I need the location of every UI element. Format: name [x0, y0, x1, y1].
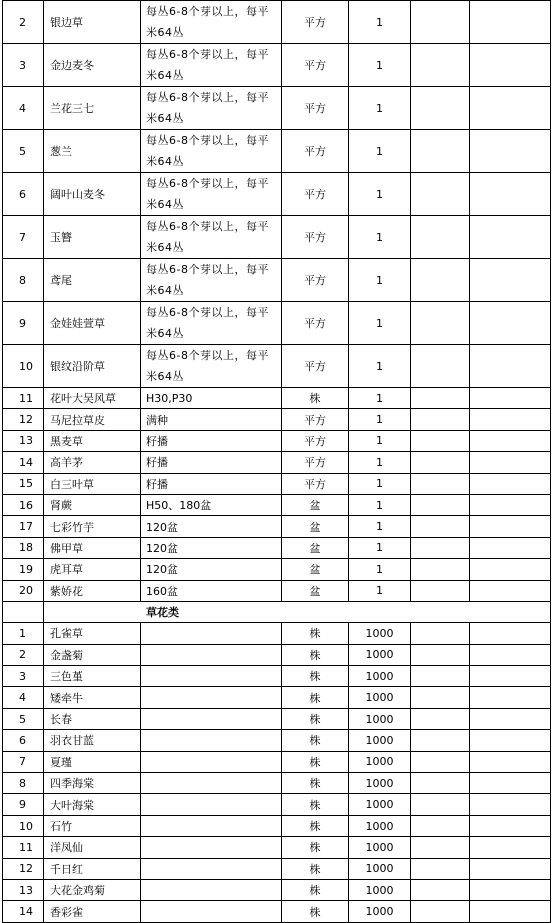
cell-no: 6	[3, 173, 44, 216]
cell-name: 银纹沿阶草	[44, 345, 141, 388]
cell-empty	[411, 687, 470, 708]
cell-no: 13	[3, 879, 44, 900]
cell-empty	[411, 494, 470, 515]
cell-unit: 平方	[282, 173, 349, 216]
cell-empty	[470, 687, 551, 708]
cell-empty	[470, 345, 551, 388]
cell-spec: 每丛6-8个芽以上，每平米64丛	[141, 130, 282, 173]
table-row	[3, 452, 551, 473]
cell-name: 阔叶山麦冬	[44, 173, 141, 216]
cell-empty	[411, 516, 470, 537]
section-row	[3, 601, 551, 622]
cell-qty: 1000	[349, 837, 411, 858]
cell-qty: 1	[349, 537, 411, 558]
cell-name: 夏瑾	[44, 751, 141, 772]
cell-name: 长春	[44, 708, 141, 729]
cell-spec: 满种	[141, 409, 282, 430]
cell-unit: 平方	[282, 345, 349, 388]
cell-no: 1	[3, 623, 44, 644]
cell-qty: 1000	[349, 794, 411, 815]
cell-no: 6	[3, 730, 44, 751]
cell-empty	[411, 901, 470, 922]
cell-name: 虎耳草	[44, 559, 141, 580]
cell-spec	[141, 901, 282, 922]
cell-empty	[411, 345, 470, 388]
cell-name: 石竹	[44, 815, 141, 836]
cell-no: 5	[3, 708, 44, 729]
cell-no: 9	[3, 794, 44, 815]
cell-name: 三色堇	[44, 666, 141, 687]
cell-empty	[411, 730, 470, 751]
cell-unit: 株	[282, 858, 349, 879]
cell-empty	[411, 216, 470, 259]
cell-qty: 1000	[349, 815, 411, 836]
cell-unit: 株	[282, 837, 349, 858]
table-row	[3, 794, 551, 815]
cell-spec	[141, 623, 282, 644]
cell-unit: 平方	[282, 452, 349, 473]
cell-empty	[411, 430, 470, 451]
cell-name: 紫娇花	[44, 580, 141, 601]
table-row	[3, 751, 551, 772]
cell-empty	[411, 858, 470, 879]
cell-spec	[141, 687, 282, 708]
cell-empty	[411, 708, 470, 729]
cell-spec: 160盆	[141, 580, 282, 601]
cell-empty	[411, 537, 470, 558]
cell-empty	[470, 452, 551, 473]
cell-empty	[411, 559, 470, 580]
cell-no: 3	[3, 44, 44, 87]
cell-spec: 籽播	[141, 430, 282, 451]
cell-unit: 株	[282, 901, 349, 922]
cell-qty: 1	[349, 559, 411, 580]
cell-no: 19	[3, 559, 44, 580]
cell-empty	[470, 773, 551, 794]
cell-empty	[470, 130, 551, 173]
cell-name: 大花金鸡菊	[44, 879, 141, 900]
cell-spec: 每丛6-8个芽以上，每平米64丛	[141, 44, 282, 87]
table-row	[3, 623, 551, 644]
cell-spec	[141, 794, 282, 815]
cell-empty	[470, 516, 551, 537]
cell-qty: 1	[349, 494, 411, 515]
cell-no: 17	[3, 516, 44, 537]
cell-qty: 1	[349, 452, 411, 473]
cell-empty	[470, 388, 551, 409]
cell-unit: 平方	[282, 216, 349, 259]
cell-no: 15	[3, 473, 44, 494]
cell-qty: 1	[349, 130, 411, 173]
cell-spec	[141, 644, 282, 665]
cell-name: 鸢尾	[44, 259, 141, 302]
cell-no: 14	[3, 901, 44, 922]
cell-no: 13	[3, 430, 44, 451]
cell-empty	[470, 708, 551, 729]
table-row	[3, 44, 551, 87]
table-row	[3, 559, 551, 580]
cell-no: 11	[3, 388, 44, 409]
cell-empty	[411, 302, 470, 345]
cell-name: 佛甲草	[44, 537, 141, 558]
cell-qty: 1	[349, 388, 411, 409]
cell-name: 千日红	[44, 858, 141, 879]
cell-name: 花叶大吴风草	[44, 388, 141, 409]
table-row	[3, 537, 551, 558]
cell-empty	[470, 794, 551, 815]
cell-no: 10	[3, 345, 44, 388]
cell-spec: 籽播	[141, 452, 282, 473]
cell-empty	[411, 644, 470, 665]
cell-qty: 1	[349, 409, 411, 430]
table-row	[3, 666, 551, 687]
cell-name: 洋凤仙	[44, 837, 141, 858]
cell-no: 7	[3, 751, 44, 772]
table-row	[3, 644, 551, 665]
cell-empty	[411, 1, 470, 44]
cell-qty: 1000	[349, 879, 411, 900]
cell-empty	[470, 580, 551, 601]
cell-empty	[470, 1, 551, 44]
cell-unit: 平方	[282, 302, 349, 345]
cell-qty: 1000	[349, 687, 411, 708]
cell-no: 2	[3, 644, 44, 665]
cell-no: 18	[3, 537, 44, 558]
cell-qty: 1	[349, 345, 411, 388]
cell-empty	[411, 837, 470, 858]
cell-name: 银边草	[44, 1, 141, 44]
cell-unit: 株	[282, 708, 349, 729]
cell-no: 10	[3, 815, 44, 836]
cell-spec: 每丛6-8个芽以上，每平米64丛	[141, 345, 282, 388]
cell-qty: 1	[349, 302, 411, 345]
table-row	[3, 388, 551, 409]
plant-inventory-table	[2, 0, 551, 923]
cell-unit: 平方	[282, 409, 349, 430]
cell-qty: 1	[349, 430, 411, 451]
cell-qty: 1	[349, 580, 411, 601]
cell-empty	[411, 623, 470, 644]
cell-empty	[411, 666, 470, 687]
table-body	[3, 1, 551, 923]
cell-name: 七彩竹芋	[44, 516, 141, 537]
cell-no: 14	[3, 452, 44, 473]
table-row	[3, 1, 551, 44]
cell-qty: 1000	[349, 644, 411, 665]
table-row	[3, 473, 551, 494]
cell-spec: H30,P30	[141, 388, 282, 409]
cell-spec	[141, 666, 282, 687]
table-row	[3, 858, 551, 879]
cell-spec	[141, 708, 282, 729]
cell-name: 兰花三七	[44, 87, 141, 130]
cell-spec: 每丛6-8个芽以上，每平米64丛	[141, 259, 282, 302]
table-row	[3, 773, 551, 794]
cell-unit: 株	[282, 623, 349, 644]
table-row	[3, 516, 551, 537]
table-row	[3, 687, 551, 708]
cell-empty	[470, 751, 551, 772]
cell-name: 玉簪	[44, 216, 141, 259]
cell-unit: 平方	[282, 130, 349, 173]
cell-unit: 株	[282, 644, 349, 665]
cell-empty	[411, 259, 470, 302]
table-row	[3, 173, 551, 216]
cell-empty	[411, 409, 470, 430]
table-row	[3, 879, 551, 900]
cell-qty: 1	[349, 44, 411, 87]
cell-empty	[470, 623, 551, 644]
cell-spec: 每丛6-8个芽以上，每平米64丛	[141, 302, 282, 345]
cell-name: 羽衣甘蓝	[44, 730, 141, 751]
cell-name: 葱兰	[44, 130, 141, 173]
cell-no: 8	[3, 259, 44, 302]
cell-qty: 1	[349, 87, 411, 130]
cell-spec	[141, 837, 282, 858]
table-row	[3, 409, 551, 430]
cell-name: 金边麦冬	[44, 44, 141, 87]
cell-spec	[141, 751, 282, 772]
cell-unit: 盆	[282, 494, 349, 515]
table-row	[3, 430, 551, 451]
cell-spec: 每丛6-8个芽以上，每平米64丛	[141, 216, 282, 259]
cell-qty: 1000	[349, 623, 411, 644]
cell-unit: 株	[282, 666, 349, 687]
cell-name: 四季海棠	[44, 773, 141, 794]
section-title: 草花类	[44, 601, 551, 622]
cell-no: 4	[3, 87, 44, 130]
cell-empty	[470, 901, 551, 922]
cell-qty: 1	[349, 259, 411, 302]
cell-empty	[470, 537, 551, 558]
cell-empty	[411, 388, 470, 409]
cell-empty	[411, 173, 470, 216]
cell-name: 肾蕨	[44, 494, 141, 515]
cell-empty	[411, 815, 470, 836]
cell-spec: 每丛6-8个芽以上，每平米64丛	[141, 1, 282, 44]
cell-empty	[470, 559, 551, 580]
cell-empty	[470, 409, 551, 430]
cell-empty	[411, 879, 470, 900]
cell-unit: 平方	[282, 1, 349, 44]
cell-empty	[470, 730, 551, 751]
cell-empty	[470, 259, 551, 302]
cell-qty: 1000	[349, 730, 411, 751]
cell-unit: 株	[282, 687, 349, 708]
cell-empty	[411, 130, 470, 173]
table-row	[3, 302, 551, 345]
cell-empty	[470, 44, 551, 87]
cell-spec	[141, 879, 282, 900]
cell-empty	[411, 580, 470, 601]
cell-qty: 1	[349, 516, 411, 537]
cell-spec	[141, 815, 282, 836]
cell-name: 金娃娃萱草	[44, 302, 141, 345]
cell-empty	[470, 173, 551, 216]
cell-empty	[470, 430, 551, 451]
cell-unit: 平方	[282, 259, 349, 302]
cell-unit: 株	[282, 794, 349, 815]
table-row	[3, 494, 551, 515]
cell-empty	[470, 87, 551, 130]
cell-no: 3	[3, 666, 44, 687]
cell-no: 5	[3, 130, 44, 173]
cell-unit: 株	[282, 879, 349, 900]
cell-spec: 120盆	[141, 559, 282, 580]
cell-name: 白三叶草	[44, 473, 141, 494]
cell-empty	[411, 452, 470, 473]
table-row	[3, 345, 551, 388]
cell-qty: 1	[349, 216, 411, 259]
cell-spec: H50、180盆	[141, 494, 282, 515]
cell-no: 12	[3, 858, 44, 879]
cell-empty	[470, 644, 551, 665]
cell-qty: 1000	[349, 666, 411, 687]
cell-spec: 120盆	[141, 537, 282, 558]
cell-unit: 盆	[282, 580, 349, 601]
cell-empty	[411, 473, 470, 494]
cell-empty	[411, 44, 470, 87]
cell-empty	[411, 751, 470, 772]
cell-empty	[470, 666, 551, 687]
cell-qty: 1000	[349, 773, 411, 794]
cell-name: 金盏菊	[44, 644, 141, 665]
table-row	[3, 130, 551, 173]
cell-no: 4	[3, 687, 44, 708]
cell-name: 孔雀草	[44, 623, 141, 644]
cell-qty: 1000	[349, 901, 411, 922]
cell-empty	[470, 473, 551, 494]
cell-qty: 1000	[349, 708, 411, 729]
cell-spec	[141, 858, 282, 879]
table-row	[3, 87, 551, 130]
cell-empty	[470, 494, 551, 515]
cell-spec: 120盆	[141, 516, 282, 537]
cell-no: 9	[3, 302, 44, 345]
cell-name: 香彩雀	[44, 901, 141, 922]
cell-spec: 籽播	[141, 473, 282, 494]
cell-name: 黑麦草	[44, 430, 141, 451]
cell-qty: 1	[349, 173, 411, 216]
table-row	[3, 815, 551, 836]
cell-spec: 每丛6-8个芽以上，每平米64丛	[141, 173, 282, 216]
table-row	[3, 216, 551, 259]
cell-empty	[411, 87, 470, 130]
cell-unit: 平方	[282, 473, 349, 494]
cell-no: 20	[3, 580, 44, 601]
cell-name: 矮牵牛	[44, 687, 141, 708]
cell-unit: 株	[282, 751, 349, 772]
cell-unit: 盆	[282, 516, 349, 537]
cell-unit: 平方	[282, 44, 349, 87]
table-row	[3, 730, 551, 751]
cell-empty	[470, 879, 551, 900]
cell-qty: 1000	[349, 858, 411, 879]
cell-empty	[470, 815, 551, 836]
cell-unit: 株	[282, 773, 349, 794]
table-row	[3, 837, 551, 858]
cell-unit: 平方	[282, 87, 349, 130]
cell-empty	[411, 794, 470, 815]
cell-name: 大叶海棠	[44, 794, 141, 815]
cell-spec: 每丛6-8个芽以上，每平米64丛	[141, 87, 282, 130]
cell-unit: 平方	[282, 430, 349, 451]
cell-no: 7	[3, 216, 44, 259]
cell-name: 高羊茅	[44, 452, 141, 473]
cell-unit: 株	[282, 730, 349, 751]
table-row	[3, 708, 551, 729]
cell-unit: 株	[282, 388, 349, 409]
cell-no: 11	[3, 837, 44, 858]
cell-empty	[470, 858, 551, 879]
cell-spec	[141, 730, 282, 751]
cell-unit: 盆	[282, 559, 349, 580]
cell-empty	[470, 302, 551, 345]
cell-empty	[411, 773, 470, 794]
cell-qty: 1	[349, 1, 411, 44]
cell-no: 16	[3, 494, 44, 515]
cell-qty: 1	[349, 473, 411, 494]
table-row	[3, 580, 551, 601]
section-spacer	[3, 601, 44, 622]
cell-unit: 盆	[282, 537, 349, 558]
cell-name: 马尼拉草皮	[44, 409, 141, 430]
table-row	[3, 259, 551, 302]
cell-spec	[141, 773, 282, 794]
cell-no: 12	[3, 409, 44, 430]
cell-no: 8	[3, 773, 44, 794]
cell-no: 2	[3, 1, 44, 44]
cell-empty	[470, 216, 551, 259]
table-row	[3, 901, 551, 922]
cell-qty: 1000	[349, 751, 411, 772]
cell-unit: 株	[282, 815, 349, 836]
cell-empty	[470, 837, 551, 858]
